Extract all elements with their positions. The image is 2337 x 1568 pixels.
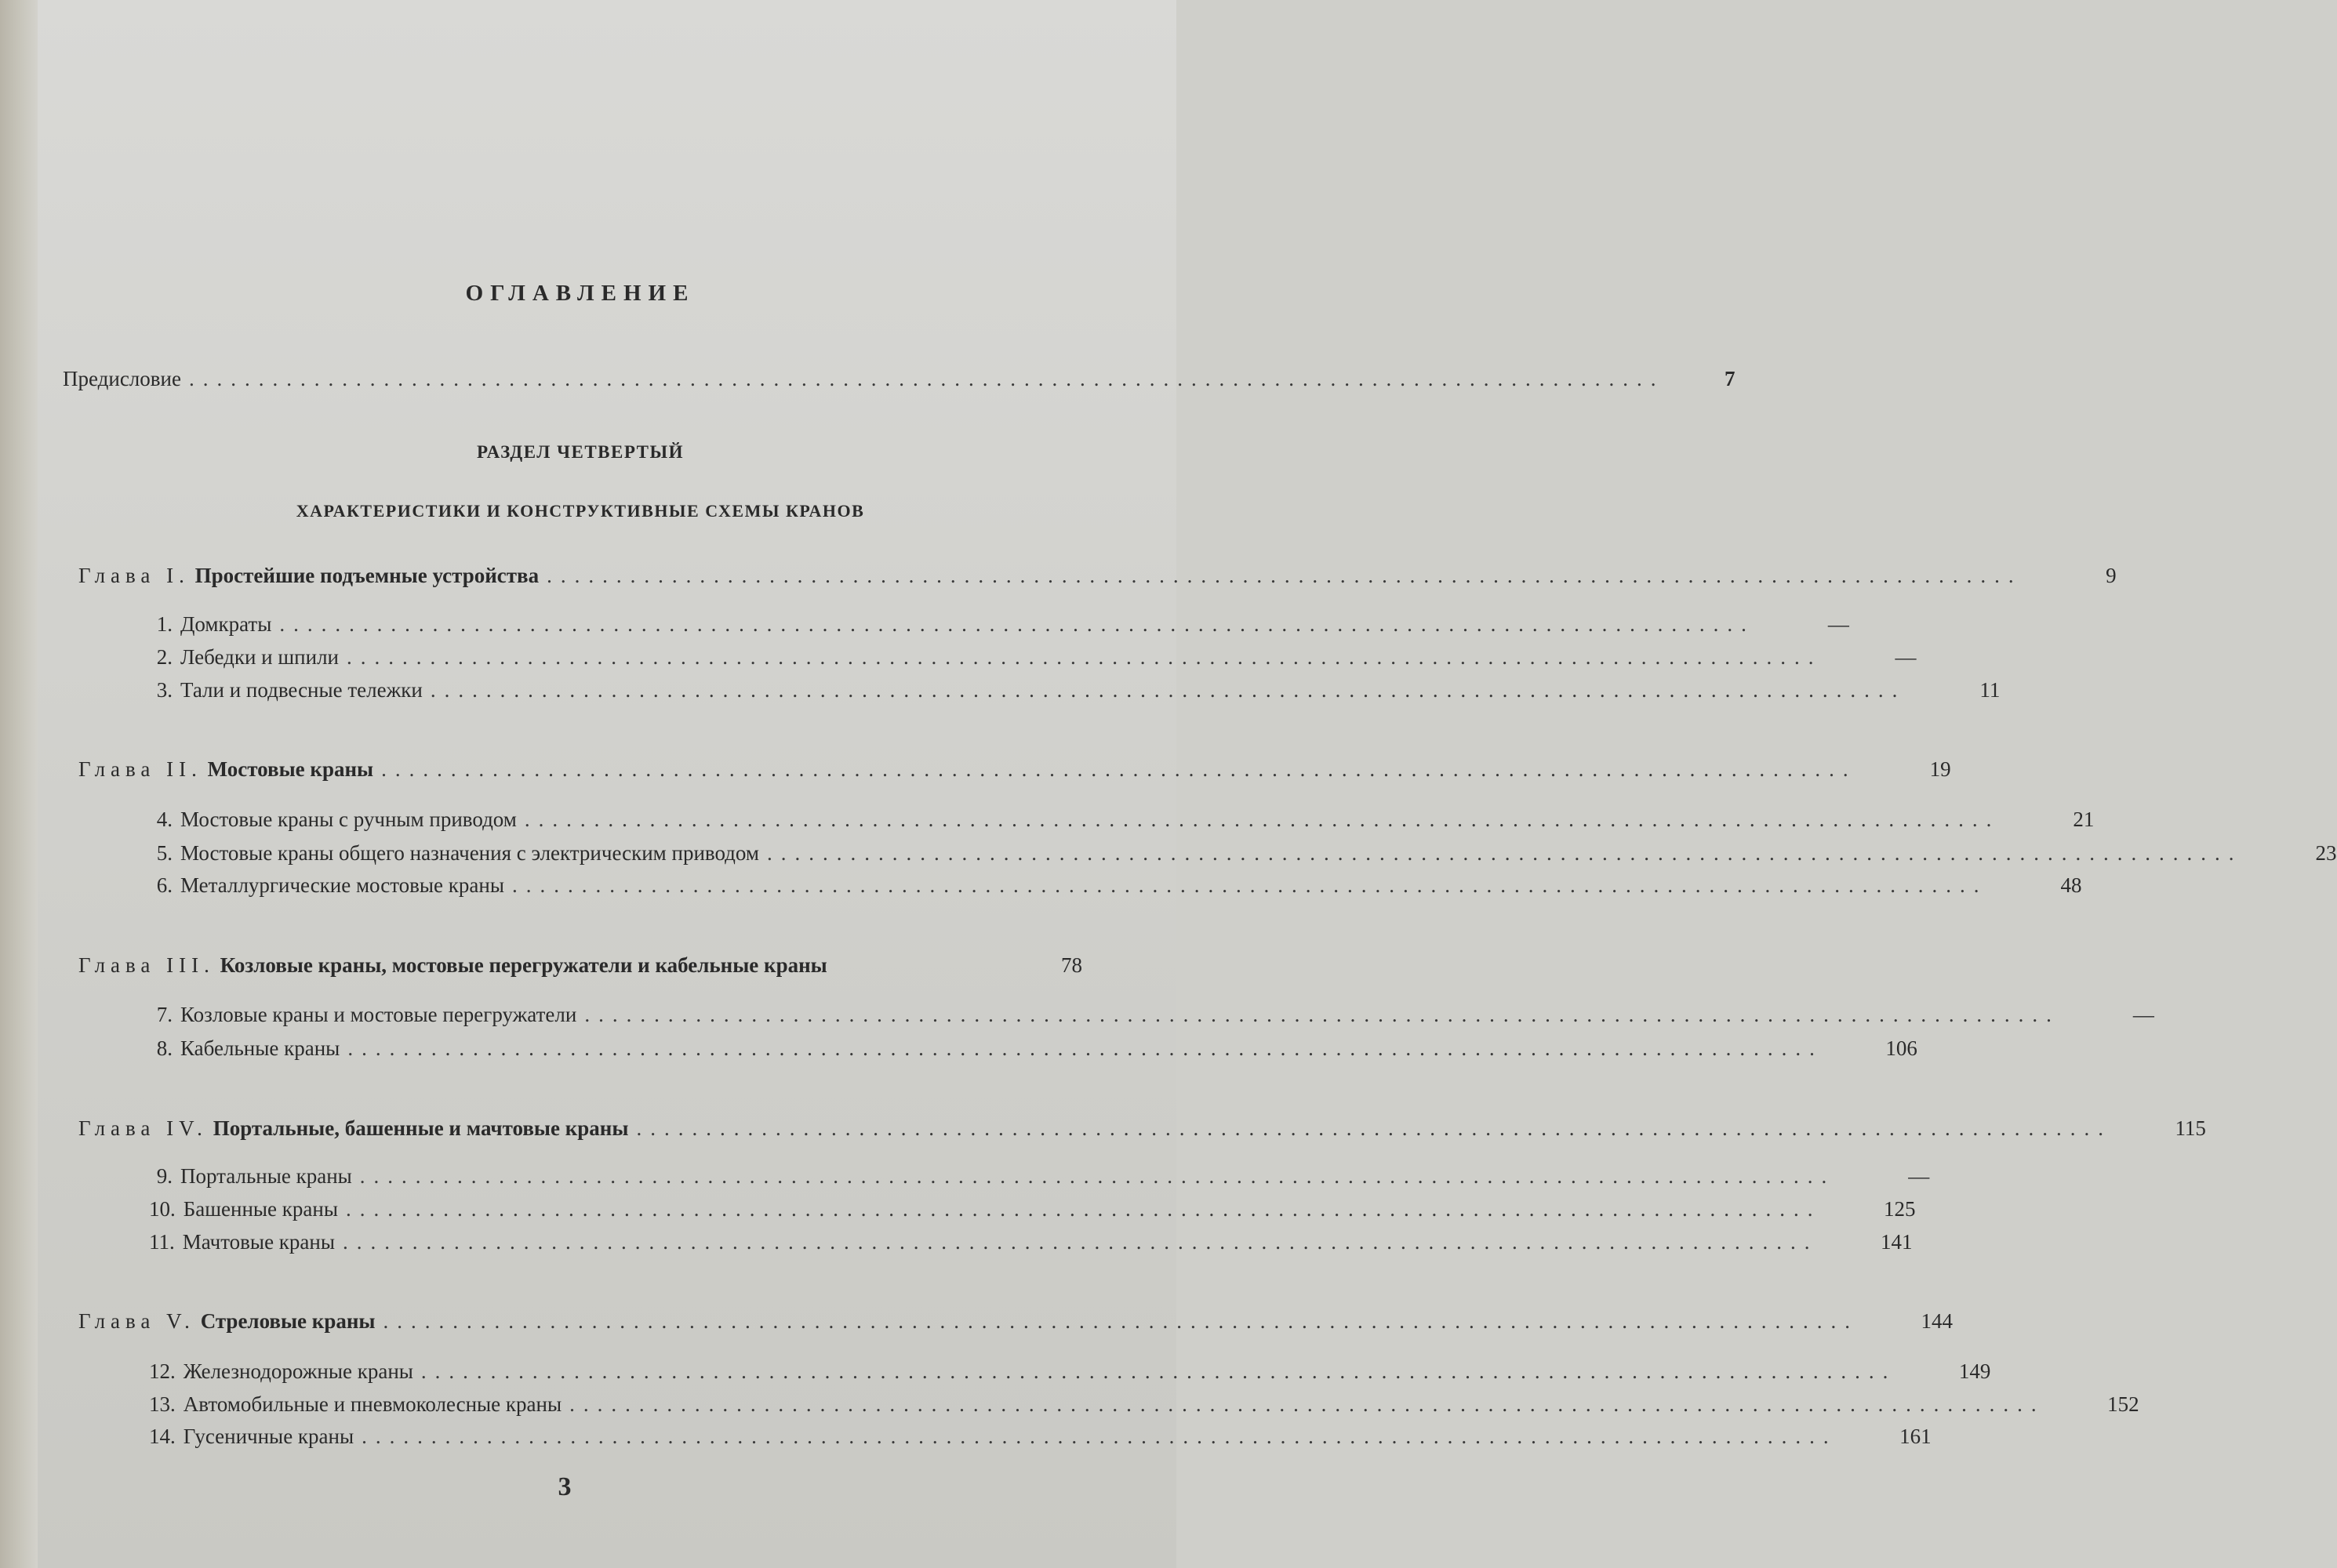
item-title: Портальные краны	[180, 1164, 352, 1188]
item-number: 9.	[156, 1164, 173, 1188]
toc-item	[149, 1003, 2154, 1027]
chapter-title: Козловые краны, мостовые перегружатели и кабельные краны	[220, 953, 827, 977]
chapter-title: Мостовые краны	[207, 757, 374, 781]
item-number: 2.	[156, 645, 173, 669]
leader-dots: ..........................................................................................................	[383, 1309, 1859, 1333]
leader-dots: ..........................................................................................................	[347, 645, 1823, 669]
item-title: Металлургические мостовые краны	[180, 873, 504, 897]
item-number: 7.	[156, 1003, 173, 1026]
chapter-page: 115	[2175, 1116, 2206, 1140]
toc-item	[149, 873, 2082, 898]
toc-item	[149, 645, 1917, 670]
item-page: 106	[1885, 1036, 1917, 1060]
leader-dots: ..........................................................................................................	[430, 678, 1906, 702]
item-page: 23	[2315, 841, 2337, 865]
toc-entry-preface	[63, 367, 1735, 391]
leader-dots: ..........................................................................................................	[359, 1164, 1836, 1188]
chapter-title: Простейшие подъемные устройства	[194, 564, 540, 587]
chapter-label: Глава III.	[78, 953, 215, 977]
toc-item	[149, 678, 2001, 702]
item-page: 11	[1979, 678, 2001, 702]
leader-dots: ..........................................................................................................	[279, 612, 1755, 636]
chapter-row	[78, 564, 2117, 588]
item-title: Гусеничные краны	[183, 1425, 354, 1448]
item-title: Лебедки и шпили	[180, 645, 339, 669]
section-title: ХАРАКТЕРИСТИКИ И КОНСТРУКТИВНЫЕ СХЕМЫ КРАНОВ	[296, 501, 865, 521]
item-title: Мостовые краны общего назначения с электрическим приводом	[180, 841, 759, 865]
item-number: 6.	[156, 873, 173, 897]
toc-item	[149, 1359, 1991, 1384]
toc-item	[149, 1392, 2139, 1417]
item-title: Железнодорожные краны	[183, 1359, 413, 1383]
item-number: 10.	[149, 1197, 176, 1221]
leader-dots: ..........................................................................................................	[347, 1036, 1823, 1060]
item-page: 161	[1899, 1425, 1932, 1448]
toc-item	[149, 1197, 1916, 1221]
toc-title: ОГЛАВЛЕНИЕ	[465, 281, 696, 306]
chapter-label: Глава IV.	[78, 1116, 208, 1140]
item-title: Козловые краны и мостовые перегружатели	[180, 1003, 577, 1026]
chapter-row	[78, 1116, 2206, 1141]
section-label: РАЗДЕЛ ЧЕТВЕРТЫЙ	[476, 442, 685, 462]
item-title: Автомобильные и пневмоколесные краны	[183, 1392, 562, 1416]
item-page: —	[1895, 645, 1917, 669]
toc-item	[149, 1036, 1917, 1061]
item-page: 125	[1883, 1197, 1916, 1221]
item-number: 5.	[156, 841, 173, 865]
chapter-page: 144	[1921, 1309, 1954, 1333]
item-number: 1.	[156, 612, 173, 636]
item-page: 152	[2107, 1392, 2139, 1416]
leader-dots: ..........................................................................................................	[569, 1392, 2045, 1416]
leader-dots: ..........................................................................................................	[362, 1425, 1837, 1448]
item-page: 149	[1958, 1359, 1991, 1383]
leader-dots: ..........................................................................................................	[584, 1003, 2060, 1026]
leader-dots: ..........................................................................................................	[343, 1230, 1819, 1254]
page-number: 3	[558, 1472, 572, 1501]
item-page: 141	[1881, 1230, 1913, 1254]
leader-dots: ..........................................................................................................	[188, 367, 1665, 390]
toc-item	[149, 841, 2337, 866]
item-title: Домкраты	[180, 612, 272, 636]
leader-dots: ..........................................................................................................	[420, 1359, 1897, 1383]
chapter-title: Портальные, башенные и мачтовые краны	[213, 1116, 629, 1140]
item-page: —	[1827, 612, 1849, 636]
chapter-row	[78, 953, 1082, 978]
chapter-page: 19	[1929, 757, 1951, 781]
preface-label: Предисловие	[63, 367, 181, 390]
leader-dots: ..........................................................................................................	[767, 841, 2243, 865]
toc-item	[149, 1230, 1913, 1254]
leader-dots: ..........................................................................................................	[345, 1197, 1822, 1221]
item-number: 3.	[156, 678, 173, 702]
item-title: Мостовые краны с ручным приводом	[180, 808, 517, 831]
item-title: Кабельные краны	[180, 1036, 340, 1060]
item-page: —	[2132, 1003, 2154, 1026]
chapter-label: Глава V.	[78, 1309, 195, 1333]
chapter-title: Стреловые краны	[200, 1309, 376, 1333]
item-page: 48	[2060, 873, 2082, 897]
item-number: 8.	[156, 1036, 173, 1060]
leader-dots: ..........................................................................................................	[511, 873, 1988, 897]
toc-item	[149, 612, 1849, 637]
item-number: 4.	[156, 808, 173, 831]
item-number: 11.	[149, 1230, 175, 1254]
leader-dots: ..........................................................................................................	[547, 564, 2023, 587]
item-number: 14.	[149, 1425, 176, 1448]
chapter-row	[78, 757, 1951, 782]
chapter-label: Глава II.	[78, 757, 202, 781]
leader-dots: ..........................................................................................................	[381, 757, 1857, 781]
item-page: —	[1908, 1164, 1930, 1188]
item-page: 21	[2073, 808, 2095, 831]
chapter-label: Глава I.	[78, 564, 190, 587]
toc-item	[149, 1425, 1932, 1449]
chapter-row	[78, 1309, 1954, 1334]
item-title: Тали и подвесные тележки	[180, 678, 423, 702]
preface-page: 7	[1724, 367, 1735, 390]
toc-item	[149, 808, 2095, 832]
item-number: 13.	[149, 1392, 176, 1416]
item-title: Мачтовые краны	[182, 1230, 335, 1254]
item-title: Башенные краны	[183, 1197, 338, 1221]
chapter-page: 78	[1061, 953, 1082, 977]
item-number: 12.	[149, 1359, 176, 1383]
toc-item	[149, 1164, 1930, 1189]
chapter-page: 9	[2106, 564, 2117, 587]
leader-dots: ..........................................................................................................	[636, 1116, 2112, 1140]
leader-dots: ..........................................................................................................	[524, 808, 2001, 831]
page-spine-edge	[0, 0, 38, 1568]
